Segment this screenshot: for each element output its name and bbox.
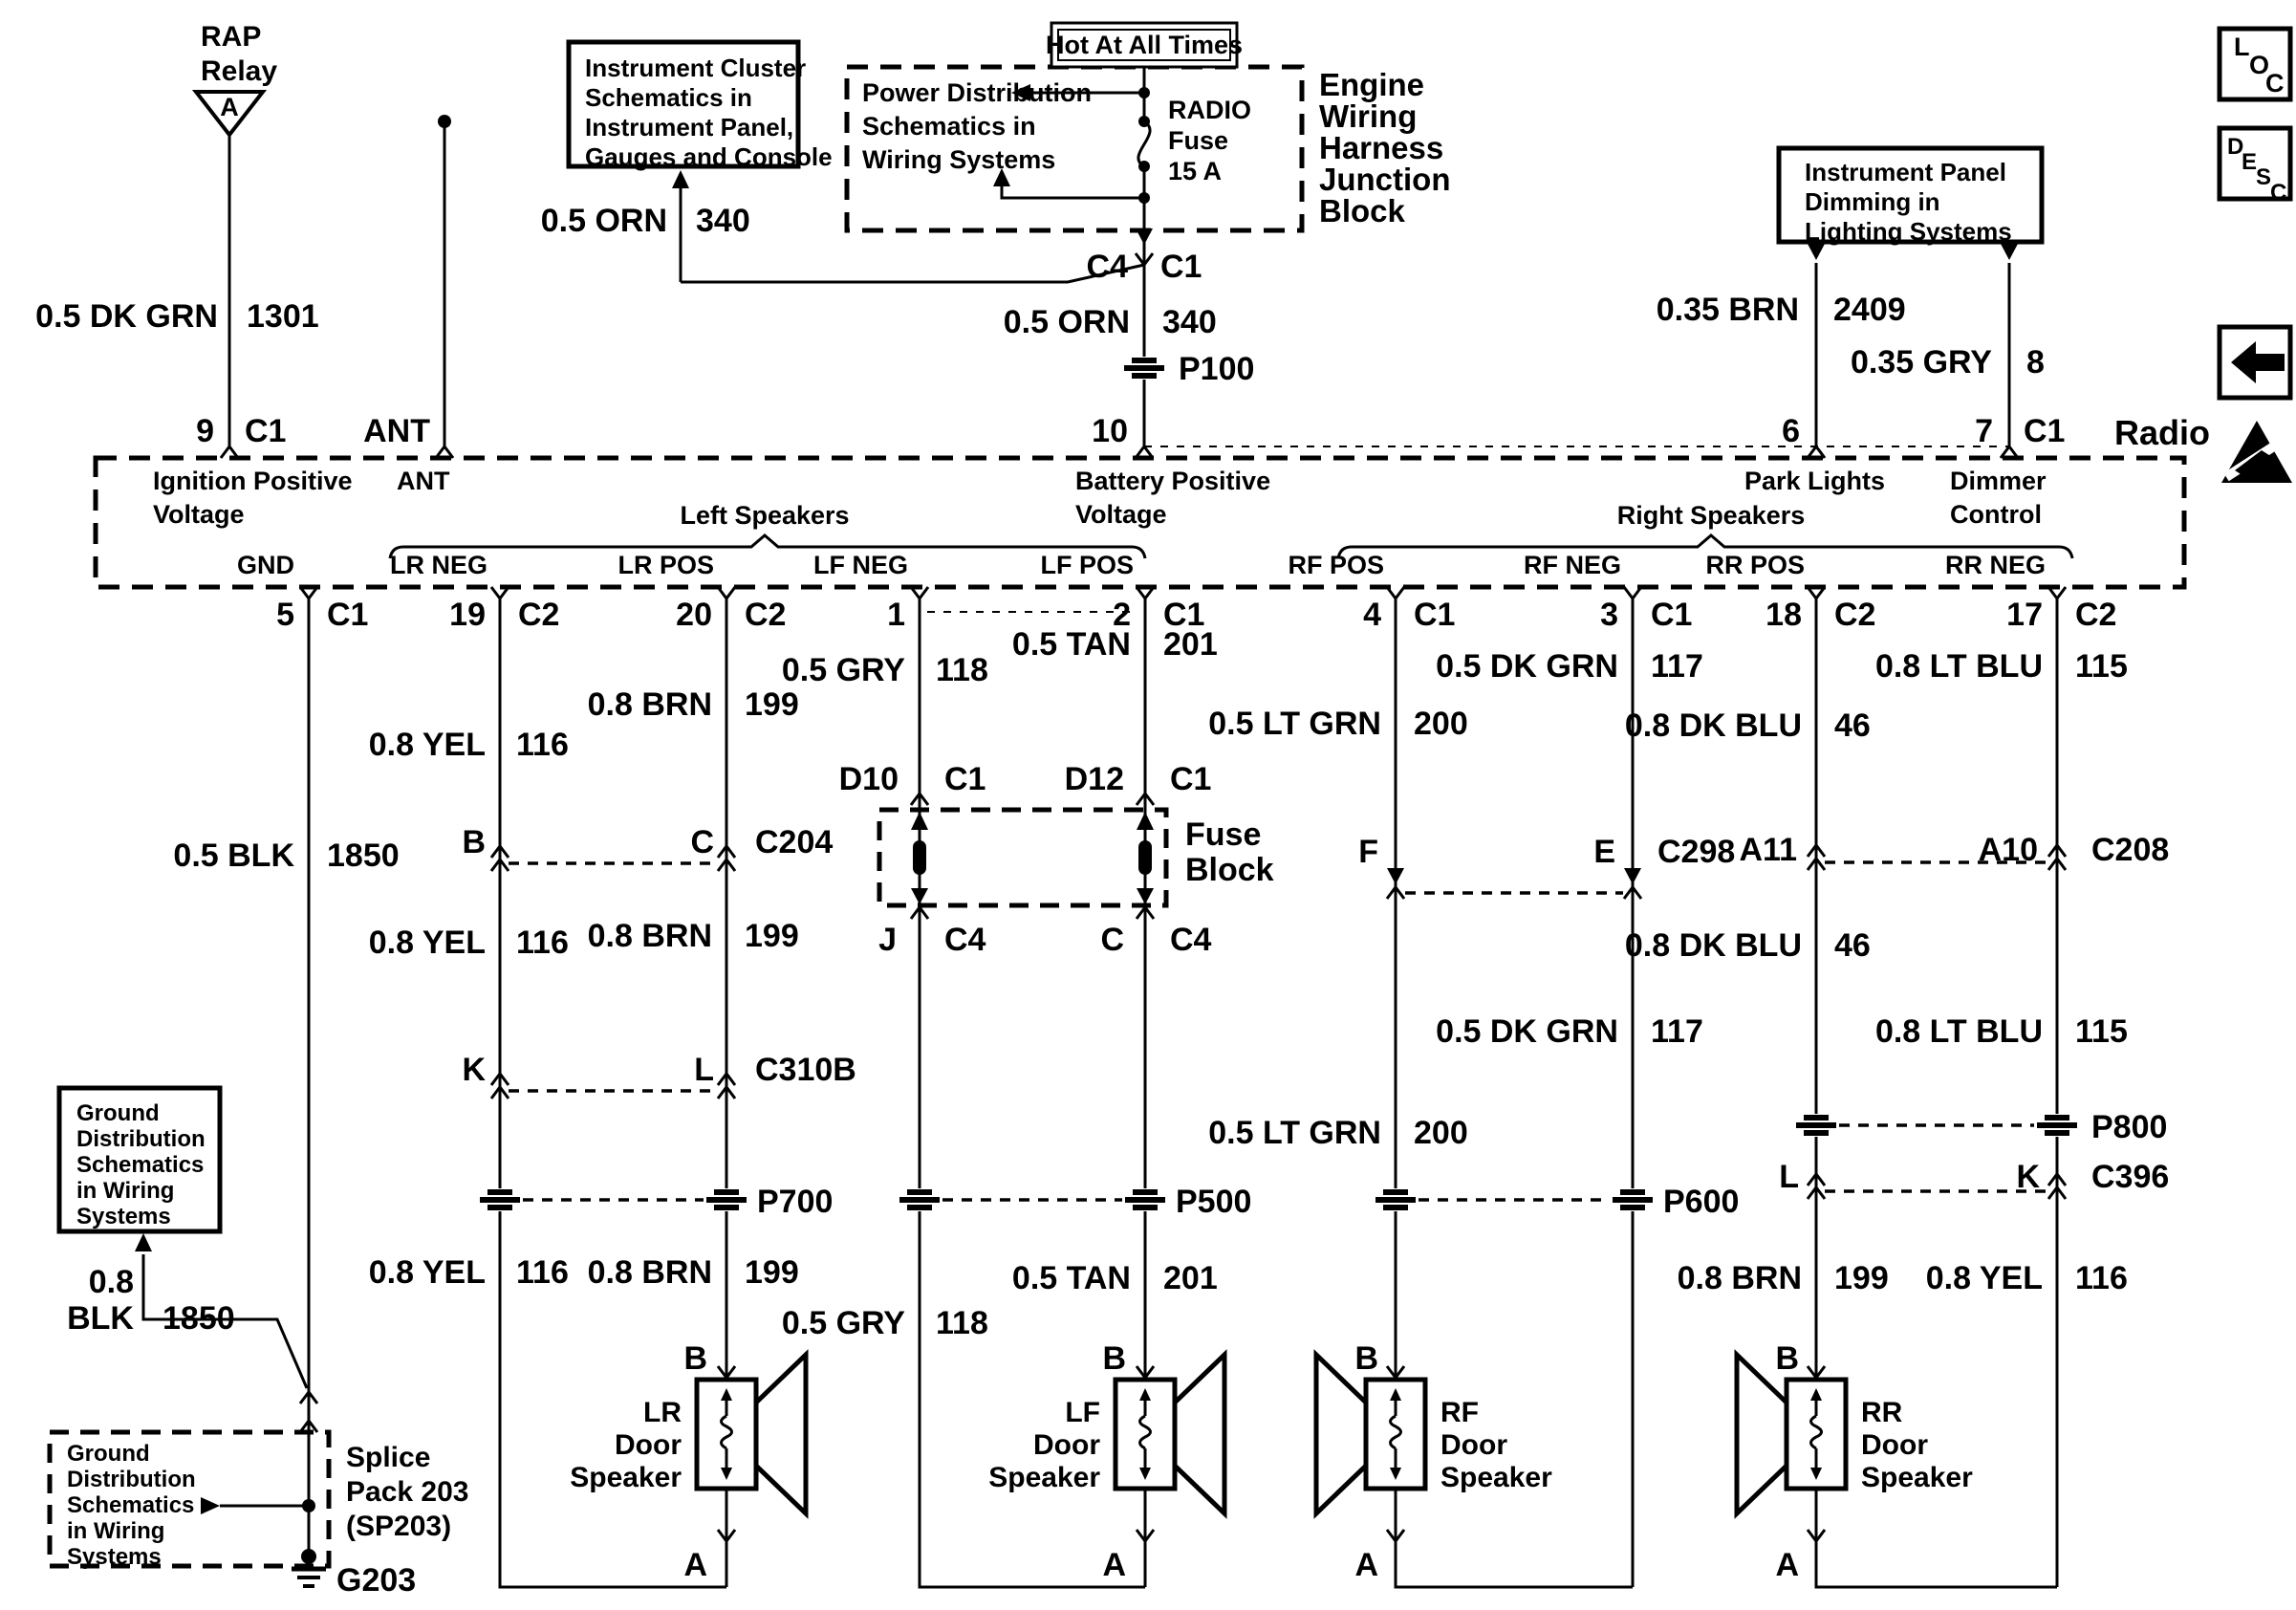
desc-letter-s: S xyxy=(2256,164,2272,190)
wire-ltgrn-2g: 0.5 LT GRN xyxy=(1208,1115,1381,1151)
pin-5-conn: C1 xyxy=(327,597,369,633)
rap-label-2: Relay xyxy=(201,55,278,87)
splice-line3: (SP203) xyxy=(346,1511,452,1542)
wire-brn-3n: 199 xyxy=(745,1254,799,1291)
c396-pin-l: L xyxy=(1779,1159,1799,1195)
power-dist-line1: Power Distribution xyxy=(862,78,1093,107)
splice-line2: Pack 203 xyxy=(346,1476,469,1508)
c204-id: C204 xyxy=(755,824,834,860)
lr-speaker-line2: Door xyxy=(615,1429,682,1461)
c208-id: C208 xyxy=(2091,832,2170,868)
loc-letter-c: C xyxy=(2265,69,2285,98)
pin-7-conn: C1 xyxy=(2024,413,2066,449)
junction-line5: Block xyxy=(1319,193,1405,228)
rf-door-speaker-symbol xyxy=(1316,1355,1425,1513)
right-speakers-label: Right Speakers xyxy=(1616,501,1806,530)
wire-brn-2n: 199 xyxy=(745,918,799,954)
gnd1-line2: Distribution xyxy=(76,1126,206,1152)
p500-grommet-b xyxy=(1122,1188,1168,1211)
gnd1-line3: Schematics xyxy=(76,1152,205,1178)
lr-term-b: B xyxy=(683,1340,707,1377)
fuse-block-label2: Block xyxy=(1185,852,1274,888)
fb-c-conn: C4 xyxy=(1170,922,1212,958)
wire-ltblu-2n: 115 xyxy=(2075,1013,2128,1050)
ign-pos-line2: Voltage xyxy=(153,500,245,529)
wire-gry-2n: 118 xyxy=(936,1305,988,1341)
radio-name: Radio xyxy=(2114,413,2211,452)
lr-speaker-line1: LR xyxy=(643,1397,682,1428)
wire-ltblu-1g: 0.8 LT BLU xyxy=(1874,648,2043,685)
wire-brn2409-gauge: 0.35 BRN xyxy=(1656,292,1799,328)
c204-pin-b: C xyxy=(690,824,714,860)
g203-label: G203 xyxy=(336,1562,417,1599)
pin-2: 2 xyxy=(1113,597,1131,633)
c310b-pin-a: K xyxy=(462,1052,486,1088)
radio-fuse-line3: 15 A xyxy=(1168,157,1223,185)
pin-9-conn: C1 xyxy=(245,413,287,449)
rf-neg-label: RF NEG xyxy=(1523,551,1621,579)
pin-4-conn: C1 xyxy=(1414,597,1456,633)
cluster-box-line3: Instrument Panel, xyxy=(585,113,794,141)
wire-orn-gauge-1: 0.5 ORN xyxy=(540,203,667,239)
hot-at-all-times-label: Hot At All Times xyxy=(1045,31,1244,59)
dimming-line3: Lighting Systems xyxy=(1805,217,2012,246)
pin-ant: ANT xyxy=(363,413,430,449)
wire-blk08-circuit: 1850 xyxy=(162,1300,235,1337)
wire-brn-3g: 0.8 BRN xyxy=(587,1254,712,1291)
c208-pin-a10: A10 xyxy=(1978,832,2038,868)
rr-neg-label: RR NEG xyxy=(1944,551,2046,579)
wire-orn-circuit-2: 340 xyxy=(1162,304,1217,340)
wire-yel-4g: 0.8 YEL xyxy=(1925,1260,2043,1296)
lf-speaker-line3: Speaker xyxy=(988,1462,1100,1493)
wire-dkblu-1g: 0.8 DK BLU xyxy=(1624,707,1802,744)
cluster-box-line1: Instrument Cluster xyxy=(585,54,807,82)
wire-dkblu-2g: 0.8 DK BLU xyxy=(1624,927,1802,964)
fb-j-conn: C4 xyxy=(944,922,986,958)
c298-pin-e: E xyxy=(1593,834,1615,870)
conn-c1-label: C1 xyxy=(1160,249,1202,285)
pin-20: 20 xyxy=(676,597,712,633)
power-dist-line2: Schematics in xyxy=(862,112,1036,141)
wire-tan-1n: 201 xyxy=(1163,626,1218,663)
wire-dkblu-1n: 46 xyxy=(1834,707,1871,744)
pin-20-conn: C2 xyxy=(745,597,787,633)
wire-dkgrn117-1n: 117 xyxy=(1651,648,1703,685)
p600-grommet-b xyxy=(1610,1188,1656,1211)
wire-brn-4n: 199 xyxy=(1834,1260,1889,1296)
junction-line1: Engine xyxy=(1319,67,1425,102)
wire-gry8-gauge: 0.35 GRY xyxy=(1850,344,1992,381)
lf-term-a: A xyxy=(1102,1547,1126,1583)
wire-brn-1g: 0.8 BRN xyxy=(587,686,712,723)
p100-grommet xyxy=(1121,357,1167,380)
conn-c4-label: C4 xyxy=(1086,249,1128,285)
wire-tan-2n: 201 xyxy=(1163,1260,1218,1296)
loc-letter-o: O xyxy=(2249,51,2270,79)
desc-letter-c: C xyxy=(2270,180,2287,206)
rr-door-speaker-symbol xyxy=(1737,1355,1846,1513)
rr-speaker-line3: Speaker xyxy=(1861,1462,1973,1493)
pin-3: 3 xyxy=(1600,597,1618,633)
wire-ltblu-2g: 0.8 LT BLU xyxy=(1874,1013,2043,1050)
dimmer-line1: Dimmer xyxy=(1950,467,2047,495)
dimmer-line2: Control xyxy=(1950,500,2042,529)
wire-dkgrn-circuit: 1301 xyxy=(247,298,319,335)
fb-d12-conn: C1 xyxy=(1170,761,1212,797)
cluster-box-line4: Gauges and Console xyxy=(585,142,833,171)
pin-1: 1 xyxy=(887,597,905,633)
p500-label: P500 xyxy=(1176,1184,1252,1220)
wire-ltgrn-2n: 200 xyxy=(1414,1115,1468,1151)
wire-blk08-gauge: 0.8 xyxy=(88,1264,134,1300)
gnd2-line1: Ground xyxy=(67,1441,150,1467)
wire-gry-2g: 0.5 GRY xyxy=(781,1305,905,1341)
wire-brn-2g: 0.8 BRN xyxy=(587,918,712,954)
lr-neg-label: LR NEG xyxy=(389,551,487,579)
wire-yel-1n: 116 xyxy=(516,727,569,763)
wire-yel-2n: 116 xyxy=(516,925,569,961)
rf-speaker-line3: Speaker xyxy=(1440,1462,1552,1493)
rr-speaker-line2: Door xyxy=(1861,1429,1928,1461)
pin-10: 10 xyxy=(1092,413,1128,449)
wire-yel-2g: 0.8 YEL xyxy=(368,925,486,961)
wire-yel-3n: 116 xyxy=(516,1254,569,1291)
fb-d10: D10 xyxy=(838,761,899,797)
fb-d10-conn: C1 xyxy=(944,761,986,797)
loc-letter-l: L xyxy=(2234,33,2250,61)
p800-grommet-a xyxy=(1793,1114,1839,1137)
rr-term-a: A xyxy=(1775,1547,1799,1583)
gnd2-line4: in Wiring xyxy=(67,1518,165,1544)
wire-dkgrn117-2g: 0.5 DK GRN xyxy=(1436,1013,1618,1050)
gnd1-line4: in Wiring xyxy=(76,1178,175,1204)
splice-line1: Splice xyxy=(346,1442,431,1473)
p600-grommet-a xyxy=(1373,1188,1419,1211)
park-lights-label: Park Lights xyxy=(1744,467,1886,495)
wire-dkgrn-gauge: 0.5 DK GRN xyxy=(35,298,218,335)
p600-label: P600 xyxy=(1663,1184,1740,1220)
c310b-pin-b: L xyxy=(694,1052,714,1088)
ant-inner-label: ANT xyxy=(397,467,450,495)
c396-id: C396 xyxy=(2091,1159,2170,1195)
fuse-block-label1: Fuse xyxy=(1185,816,1262,853)
pin-17: 17 xyxy=(2006,597,2043,633)
wire-brn2409-circuit: 2409 xyxy=(1833,292,1906,328)
junction-line2: Wiring xyxy=(1319,98,1418,134)
rf-term-b: B xyxy=(1354,1340,1378,1377)
p800-label: P800 xyxy=(2091,1109,2168,1145)
rf-term-a: A xyxy=(1354,1547,1378,1583)
pin-18-conn: C2 xyxy=(1834,597,1876,633)
p100-label: P100 xyxy=(1179,351,1255,387)
wire-blk-n: 1850 xyxy=(327,838,400,874)
c298-pin-f: F xyxy=(1358,834,1378,870)
lf-door-speaker-symbol xyxy=(1116,1355,1224,1513)
wire-blk-g: 0.5 BLK xyxy=(173,838,294,874)
c310b-id: C310B xyxy=(755,1052,856,1088)
rf-speaker-line2: Door xyxy=(1440,1429,1507,1461)
junction-line3: Harness xyxy=(1319,130,1444,165)
wire-dkgrn117-1g: 0.5 DK GRN xyxy=(1436,648,1618,685)
lf-term-b: B xyxy=(1102,1340,1126,1377)
fb-j: J xyxy=(878,922,897,958)
lr-speaker-line3: Speaker xyxy=(570,1462,682,1493)
p700-grommet-b xyxy=(704,1188,749,1211)
p700-grommet-a xyxy=(477,1188,523,1211)
rr-speaker-line1: RR xyxy=(1861,1397,1903,1428)
gnd2-line5: Systems xyxy=(67,1544,162,1570)
c298-id: C298 xyxy=(1657,834,1736,870)
p800-grommet-b xyxy=(2034,1114,2080,1137)
p700-label: P700 xyxy=(757,1184,834,1220)
lf-pos-label: LF POS xyxy=(1040,551,1134,579)
gnd2-line3: Schematics xyxy=(67,1492,195,1518)
fb-d12: D12 xyxy=(1064,761,1124,797)
dimming-line1: Instrument Panel xyxy=(1805,158,2006,186)
cluster-box-line2: Schematics in xyxy=(585,83,752,112)
pin-7: 7 xyxy=(1975,413,1993,449)
rr-term-b: B xyxy=(1775,1340,1799,1377)
p500-grommet-a xyxy=(897,1188,942,1211)
wire-ltblu-1n: 115 xyxy=(2075,648,2128,685)
wire-ltgrn-1n: 200 xyxy=(1414,706,1468,742)
battery-line2: Voltage xyxy=(1075,500,1167,529)
pin-17-conn: C2 xyxy=(2075,597,2117,633)
wire-ltgrn-1g: 0.5 LT GRN xyxy=(1208,706,1381,742)
wire-gry-1g: 0.5 GRY xyxy=(781,652,905,688)
wire-gry8-circuit: 8 xyxy=(2026,344,2045,381)
radio-fuse-line1: RADIO xyxy=(1168,96,1251,124)
desc-letter-e: E xyxy=(2242,149,2258,175)
junction-line4: Junction xyxy=(1319,162,1451,197)
wire-tan-2g: 0.5 TAN xyxy=(1011,1260,1131,1296)
rap-label-1: RAP xyxy=(201,21,262,53)
dimming-line2: Dimming in xyxy=(1805,187,1940,216)
wire-tan-1g: 0.5 TAN xyxy=(1011,626,1131,663)
wire-brn-1n: 199 xyxy=(745,686,799,723)
pin-6: 6 xyxy=(1782,413,1800,449)
rap-terminal: A xyxy=(220,93,239,121)
pin-3-conn: C1 xyxy=(1651,597,1693,633)
wire-orn-circuit-1: 340 xyxy=(696,203,750,239)
pin-18: 18 xyxy=(1765,597,1802,633)
wire-orn-gauge-2: 0.5 ORN xyxy=(1003,304,1130,340)
pin-19: 19 xyxy=(449,597,486,633)
wire-brn-4g: 0.8 BRN xyxy=(1677,1260,1802,1296)
pin-2-conn: C1 xyxy=(1163,597,1205,633)
rf-pos-label: RF POS xyxy=(1288,551,1384,579)
c204-pin-a: B xyxy=(462,824,486,860)
wire-dkgrn117-2n: 117 xyxy=(1651,1013,1703,1050)
lf-speaker-line1: LF xyxy=(1065,1397,1100,1428)
wire-yel-4n: 116 xyxy=(2075,1260,2128,1296)
lr-door-speaker-symbol xyxy=(697,1355,806,1513)
pin-4: 4 xyxy=(1363,597,1381,633)
wire-yel-1g: 0.8 YEL xyxy=(368,727,486,763)
radio-fuse-line2: Fuse xyxy=(1168,126,1229,155)
wire-gry-1n: 118 xyxy=(936,652,988,688)
battery-line1: Battery Positive xyxy=(1075,467,1271,495)
gnd1-line1: Ground xyxy=(76,1100,160,1126)
desc-letter-d: D xyxy=(2227,134,2244,160)
power-dist-line3: Wiring Systems xyxy=(862,145,1056,174)
lf-speaker-line2: Door xyxy=(1033,1429,1100,1461)
lr-pos-label: LR POS xyxy=(617,551,714,579)
c396-pin-k: K xyxy=(2016,1159,2040,1195)
left-speakers-label: Left Speakers xyxy=(680,501,850,530)
c208-pin-a11: A11 xyxy=(1739,832,1797,868)
wire-blk08-color: BLK xyxy=(67,1300,134,1337)
wire-dkblu-2n: 46 xyxy=(1834,927,1871,964)
ign-pos-line1: Ignition Positive xyxy=(153,467,353,495)
rf-speaker-line1: RF xyxy=(1440,1397,1479,1428)
lf-neg-label: LF NEG xyxy=(813,551,908,579)
gnd1-line5: Systems xyxy=(76,1204,171,1229)
gnd-label: GND xyxy=(237,551,294,579)
lr-term-a: A xyxy=(683,1547,707,1583)
pin-9: 9 xyxy=(196,413,214,449)
gnd2-line2: Distribution xyxy=(67,1467,196,1492)
fb-c: C xyxy=(1100,922,1124,958)
pin-5: 5 xyxy=(276,597,294,633)
pin-19-conn: C2 xyxy=(518,597,560,633)
rr-pos-label: RR POS xyxy=(1705,551,1805,579)
wire-yel-3g: 0.8 YEL xyxy=(368,1254,486,1291)
